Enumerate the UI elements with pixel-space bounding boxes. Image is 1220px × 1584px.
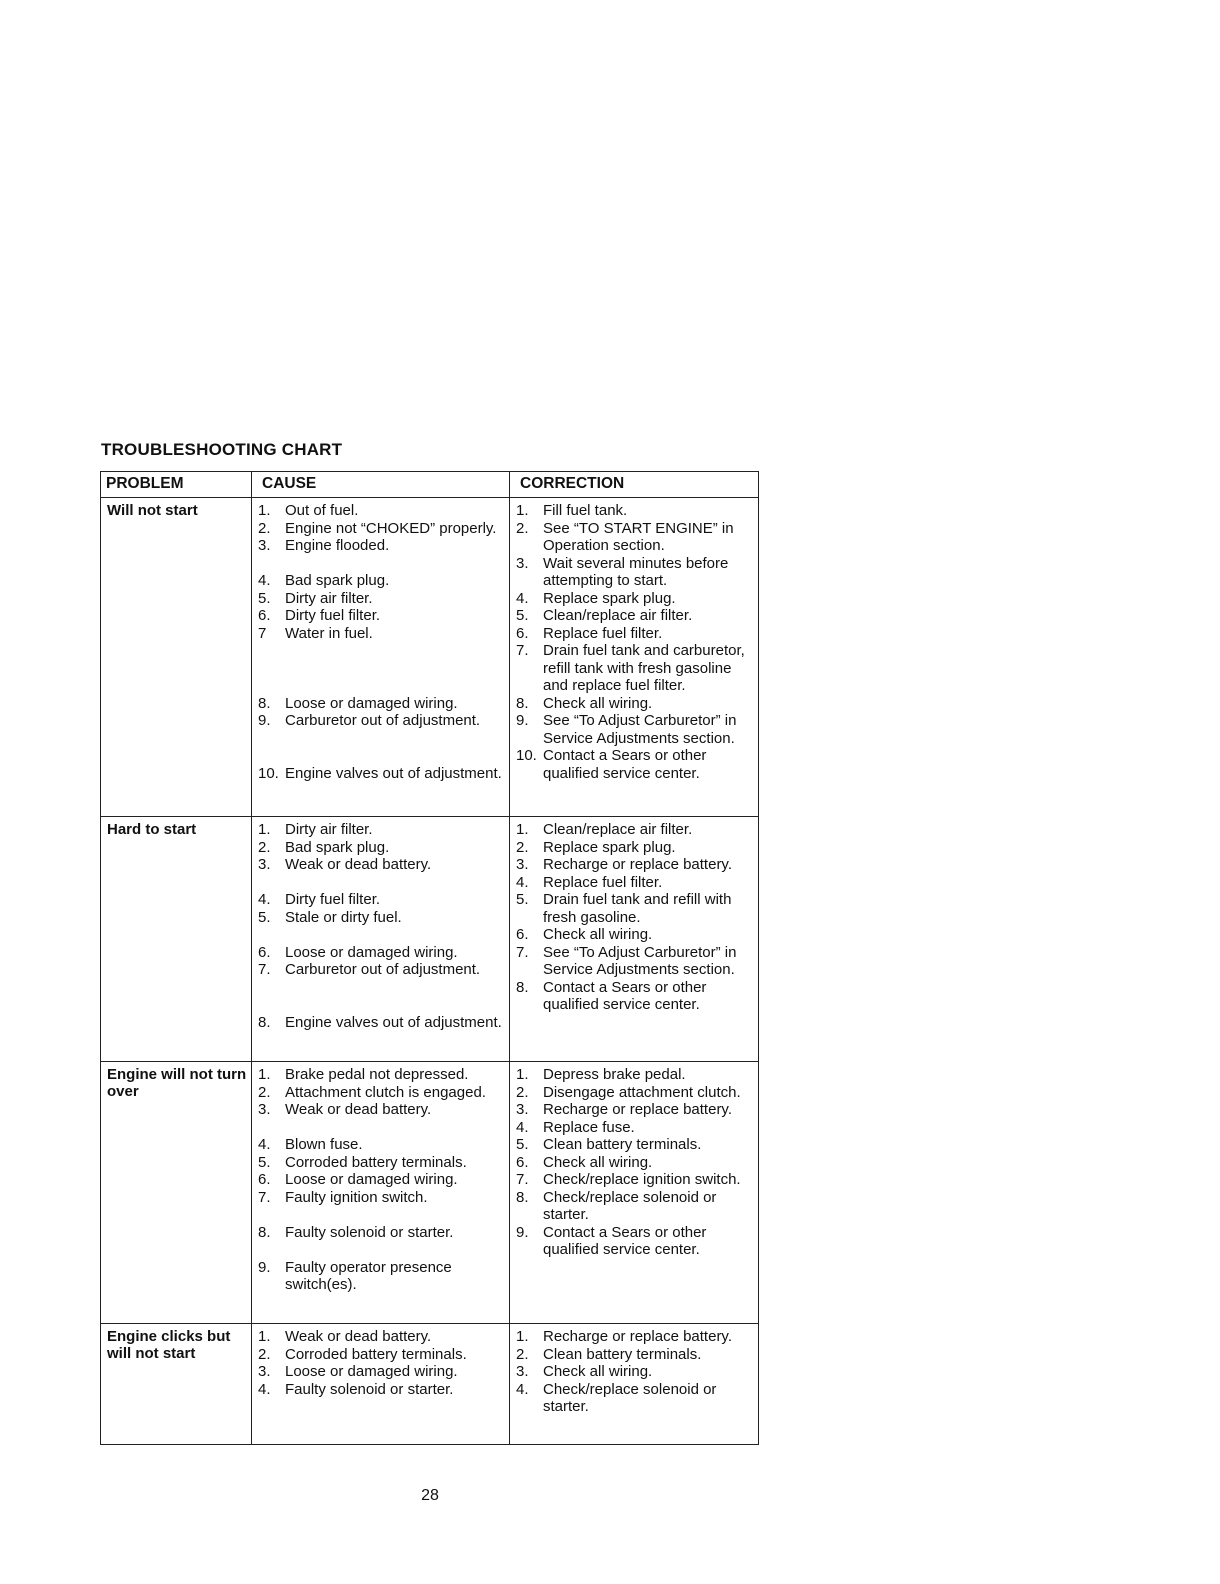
cause-item: 9. Faulty operator presence switch(es).	[258, 1258, 452, 1293]
cause-item: 5. Stale or dirty fuel.	[258, 908, 402, 926]
table-row	[101, 1062, 759, 1324]
cause-item: 6. Dirty fuel filter.	[258, 607, 381, 624]
cause-item: 4. Faulty solenoid or starter.	[258, 1380, 454, 1398]
cause-item: 4. Dirty fuel filter.	[258, 891, 381, 908]
cause-item: 2. Engine not “CHOKED” properly.	[258, 519, 497, 537]
correction-item: 8. Check all wiring.	[516, 694, 653, 712]
cause-item: 2. Attachment clutch is engaged.	[258, 1083, 486, 1101]
cause-item: 8. Loose or damaged wiring.	[258, 694, 458, 712]
cause-cell	[252, 498, 510, 817]
correction-item: 1. Clean/replace air filter.	[516, 821, 693, 838]
cause-item: 4. Blown fuse.	[258, 1136, 363, 1153]
correction-item: 5. Drain fuel tank and refill with fresh gasoline.	[516, 891, 732, 926]
correction-item: 2. Disengage attachment clutch.	[516, 1083, 741, 1101]
chart-title: TROUBLESHOOTING CHART	[101, 440, 343, 459]
cause-cell	[252, 1062, 510, 1324]
cause-item: 5. Corroded battery terminals.	[258, 1153, 467, 1171]
correction-item: 5. Clean battery terminals.	[516, 1136, 702, 1153]
correction-item: 2. See “TO START ENGINE” in Operation section.	[516, 519, 734, 554]
cause-item: 2. Bad spark plug.	[258, 838, 390, 856]
cause-item: 1. Weak or dead battery.	[258, 1328, 432, 1345]
cause-item: 1. Brake pedal not depressed.	[258, 1066, 469, 1083]
table-row	[101, 1324, 759, 1445]
cause-item: 3. Weak or dead battery.	[258, 856, 432, 873]
correction-item: 8. Contact a Sears or other qualified service center.	[516, 978, 707, 1013]
correction-item: 7. See “To Adjust Carburetor” in Service Adjustments section.	[516, 943, 737, 978]
correction-item: 6. Replace fuel filter.	[516, 624, 663, 642]
cause-item: 8. Faulty solenoid or starter.	[258, 1223, 454, 1241]
correction-item: 3. Recharge or replace battery.	[516, 856, 732, 873]
problem-cell: Will not start	[101, 498, 252, 817]
header-problem: PROBLEM	[101, 472, 252, 498]
correction-cell	[510, 1062, 759, 1324]
cause-cell	[252, 1324, 510, 1445]
cause-item: 8. Engine valves out of adjustment.	[258, 1013, 502, 1031]
correction-item: 6. Check all wiring.	[516, 926, 653, 943]
correction-item: 2. Clean battery terminals.	[516, 1345, 702, 1363]
correction-item: 9. Contact a Sears or other qualified service center.	[516, 1223, 707, 1258]
table-row	[101, 498, 759, 817]
cause-item: 7. Carburetor out of adjustment.	[258, 961, 481, 978]
header-correction: CORRECTION	[510, 472, 759, 498]
correction-item: 3. Check all wiring.	[516, 1363, 653, 1380]
cause-item: 7. Faulty ignition switch.	[258, 1188, 428, 1206]
cause-item: 9. Carburetor out of adjustment.	[258, 712, 481, 729]
cause-item: 3. Engine flooded.	[258, 537, 390, 554]
table-row	[101, 817, 759, 1062]
correction-cell	[510, 1324, 759, 1445]
cause-item: 6. Loose or damaged wiring.	[258, 1171, 458, 1188]
correction-cell	[510, 498, 759, 817]
correction-item: 5. Clean/replace air filter.	[516, 607, 693, 624]
correction-item: 1. Recharge or replace battery.	[516, 1328, 732, 1345]
cause-item: 4. Bad spark plug.	[258, 572, 390, 589]
header-row	[101, 472, 759, 498]
cause-item: 6. Loose or damaged wiring.	[258, 943, 458, 961]
correction-item: 8. Check/replace solenoid or starter.	[516, 1188, 717, 1223]
correction-item: 3. Wait several minutes before attempting to start.	[516, 554, 729, 589]
problem-cell: Engine will not turn over	[101, 1062, 252, 1324]
cause-item: 5. Dirty air filter.	[258, 589, 373, 607]
header-cause: CAUSE	[252, 472, 510, 498]
problem-cell: Engine clicks but will not start	[101, 1324, 252, 1445]
troubleshooting-table	[100, 471, 759, 1445]
correction-item: 2. Replace spark plug.	[516, 838, 676, 856]
cause-cell	[252, 817, 510, 1062]
correction-item: 4. Replace fuel filter.	[516, 873, 663, 891]
correction-item: 3. Recharge or replace battery.	[516, 1101, 732, 1118]
cause-item: 3. Weak or dead battery.	[258, 1101, 432, 1118]
correction-item: 4. Replace fuse.	[516, 1118, 635, 1136]
correction-item: 1. Depress brake pedal.	[516, 1066, 686, 1083]
cause-item: 3. Loose or damaged wiring.	[258, 1363, 458, 1380]
correction-item: 7. Drain fuel tank and carburetor, refill tank with fresh gasoline and replace fuel filter.	[516, 642, 745, 694]
correction-item: 9. See “To Adjust Carburetor” in Service Adjustments section.	[516, 712, 737, 747]
correction-item: 7. Check/replace ignition switch.	[516, 1171, 741, 1188]
cause-item: 1. Dirty air filter.	[258, 821, 373, 838]
cause-item: 1. Out of fuel.	[258, 502, 359, 519]
correction-item: 10. Contact a Sears or other qualified service center.	[516, 747, 707, 782]
cause-item: 7 Water in fuel.	[258, 624, 373, 642]
correction-item: 4. Replace spark plug.	[516, 589, 676, 607]
correction-item: 4. Check/replace solenoid or starter.	[516, 1380, 717, 1415]
page-number: 28	[421, 1487, 439, 1504]
correction-item: 1. Fill fuel tank.	[516, 502, 628, 519]
cause-item: 10. Engine valves out of adjustment.	[258, 764, 502, 782]
correction-cell	[510, 817, 759, 1062]
problem-cell: Hard to start	[101, 817, 252, 1062]
correction-item: 6. Check all wiring.	[516, 1153, 653, 1171]
cause-item: 2. Corroded battery terminals.	[258, 1345, 467, 1363]
